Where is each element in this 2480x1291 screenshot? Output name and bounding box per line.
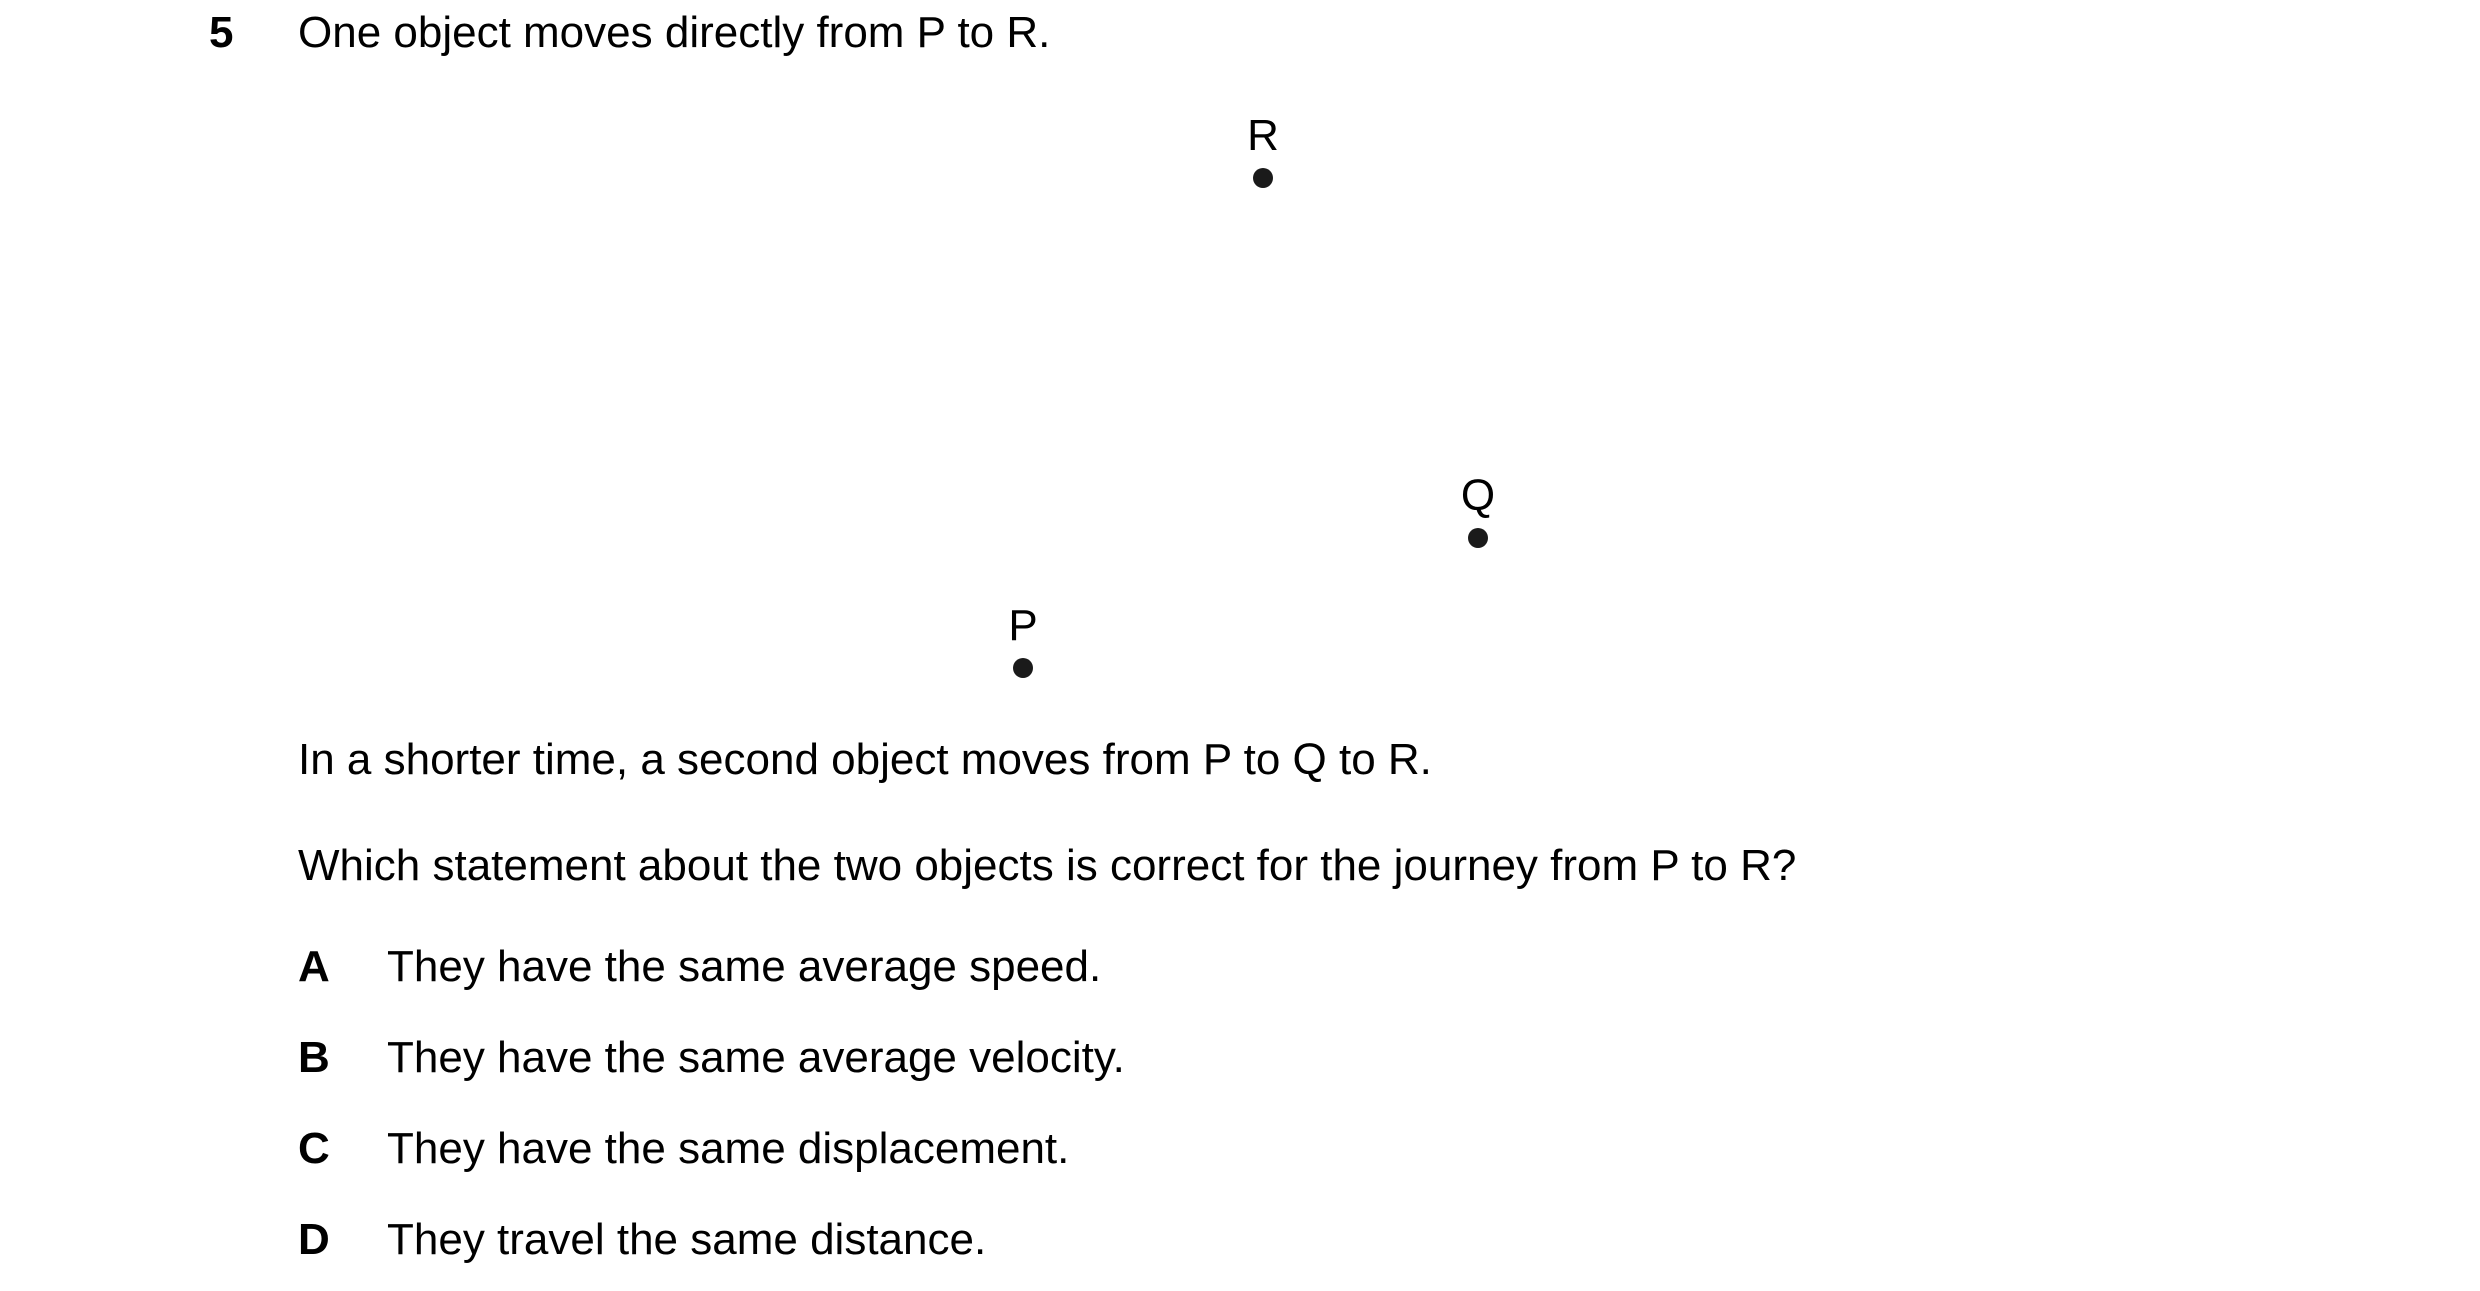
option-text: They have the same displacement. bbox=[387, 1124, 1070, 1173]
option-text: They have the same average speed. bbox=[387, 942, 1102, 991]
point-label-r: R bbox=[1247, 111, 1279, 160]
option-letter: D bbox=[298, 1215, 330, 1264]
question-number: 5 bbox=[209, 8, 234, 57]
point-label-q: Q bbox=[1460, 471, 1496, 520]
option-letter: A bbox=[298, 942, 330, 991]
point-p bbox=[1013, 658, 1033, 678]
question-prompt: Which statement about the two objects is correct for the journey from P to R? bbox=[298, 841, 1797, 890]
point-label-p: P bbox=[1008, 601, 1038, 650]
point-r bbox=[1253, 168, 1273, 188]
question-intro: One object moves directly from P to R. bbox=[298, 8, 1051, 57]
option-text: They travel the same distance. bbox=[387, 1215, 987, 1264]
option-letter: C bbox=[298, 1124, 330, 1173]
option-text: They have the same average velocity. bbox=[387, 1033, 1125, 1082]
option-letter: B bbox=[298, 1033, 330, 1082]
question-statement: In a shorter time, a second object moves from P to Q to R. bbox=[298, 735, 1432, 784]
point-q bbox=[1468, 528, 1488, 548]
